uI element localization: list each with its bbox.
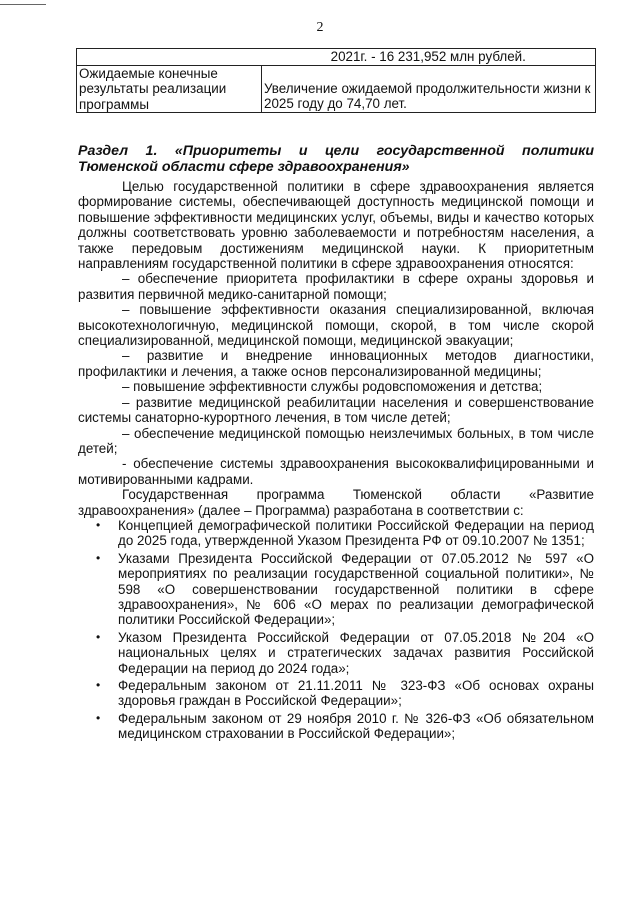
list-item [78,711,594,742]
list-item [78,518,594,549]
list-item-text: Указами Президента Российской Федерации от 07.05.2012 № 597 «О мероприятиях по реализации государственной социальной политики», № 598 «О совершенствовании государственной политики в сфере здравоохранения», № 606 «О мерах по реализации демографической политики Российской Федерации»; [118,550,594,628]
table-cell-continuation: 2021г. - 16 231,952 млн рублей. [262,49,596,66]
bullet-icon: • [96,678,101,692]
list-item [78,678,594,709]
priority-item: – повышение эффективности службы родовспоможения и детства; [122,379,543,395]
priority-item: – обеспечение медицинской помощью неизлечимых больных, в том числе детей; [78,425,594,456]
bullet-icon: • [96,629,101,644]
priority-item: - обеспечение системы здравоохранения высококвалифицированными и мотивированными кадрами. [78,456,594,487]
page-number: 2 [316,20,324,35]
header-rule [0,4,46,5]
legal-basis-list [78,518,594,742]
priority-item: – повышение эффективности оказания специализированной, включая высокотехнологичную, медицинской помощи, скорой, в том числе скорой специализированной, медицинской помощи, медицинской эвакуации; [78,302,594,349]
bullet-icon: • [96,710,101,725]
list-item [78,630,594,676]
intro-paragraph: Целью государственной политики в сфере здравоохранения является формирование системы, обеспечивающей доступность медицинской помощи и повышение эффективности медицинских услуг, объемы, виды и качество которых должны соответствовать уровню заболеваемости и потребностям населения, а также передовым достижениям медицинской науки. К приоритетным направлениям государственной политики в сфере здравоохранения относятся: [78,179,594,272]
passport-table [76,48,596,113]
table-cell-value: Увеличение ожидаемой продолжительности жизни к 2025 году до 74,70 лет. [262,66,596,113]
list-item-text: Концепцией демографической политики Российской Федерации на период до 2025 года, утвержденной Указом Президента РФ от 09.10.2007 № 1351; [118,517,594,549]
table-row [77,66,596,113]
bullet-icon: • [96,550,101,565]
table-cell-label: Ожидаемые конечные результаты реализации программы [77,66,262,113]
program-intro-paragraph: Государственная программа Тюменской области «Развитие здравоохранения» (далее – Программа) разработана в соответствии с: [78,487,594,518]
list-item-text: Указом Президента Российской Федерации от 07.05.2018 №204 «О национальных целях и стратегических задачах развития Российской Федерации на период до 2024 года»; [118,629,594,676]
list-item-text: Федеральным законом от 21.11.2011 № 323-ФЗ «Об основах охраны здоровья граждан в Российской Федерации»; [118,678,594,709]
priority-item: – обеспечение приоритета профилактики в сфере охраны здоровья и развития первичной медико-санитарной помощи; [78,271,594,302]
table-row [77,49,596,66]
section-title: Раздел 1. «Приоритеты и цели государственной политики Тюменской области сфере здравоохранения» [78,143,594,175]
main-content [78,143,594,744]
list-item-text: Федеральным законом от 29 ноября 2010 г. № 326-ФЗ «Об обязательном медицинском страховании в Российской Федерации»; [118,710,594,742]
priority-item: – развитие и внедрение инновационных методов диагностики, профилактики и лечения, а также основ персонализированной медицины; [78,348,594,379]
list-item [78,551,594,628]
bullet-icon: • [96,517,101,532]
priority-item: – развитие медицинской реабилитации населения и совершенствование системы санаторно-курортного лечения, в том числе детей; [78,394,594,426]
table-cell-empty [77,49,262,66]
